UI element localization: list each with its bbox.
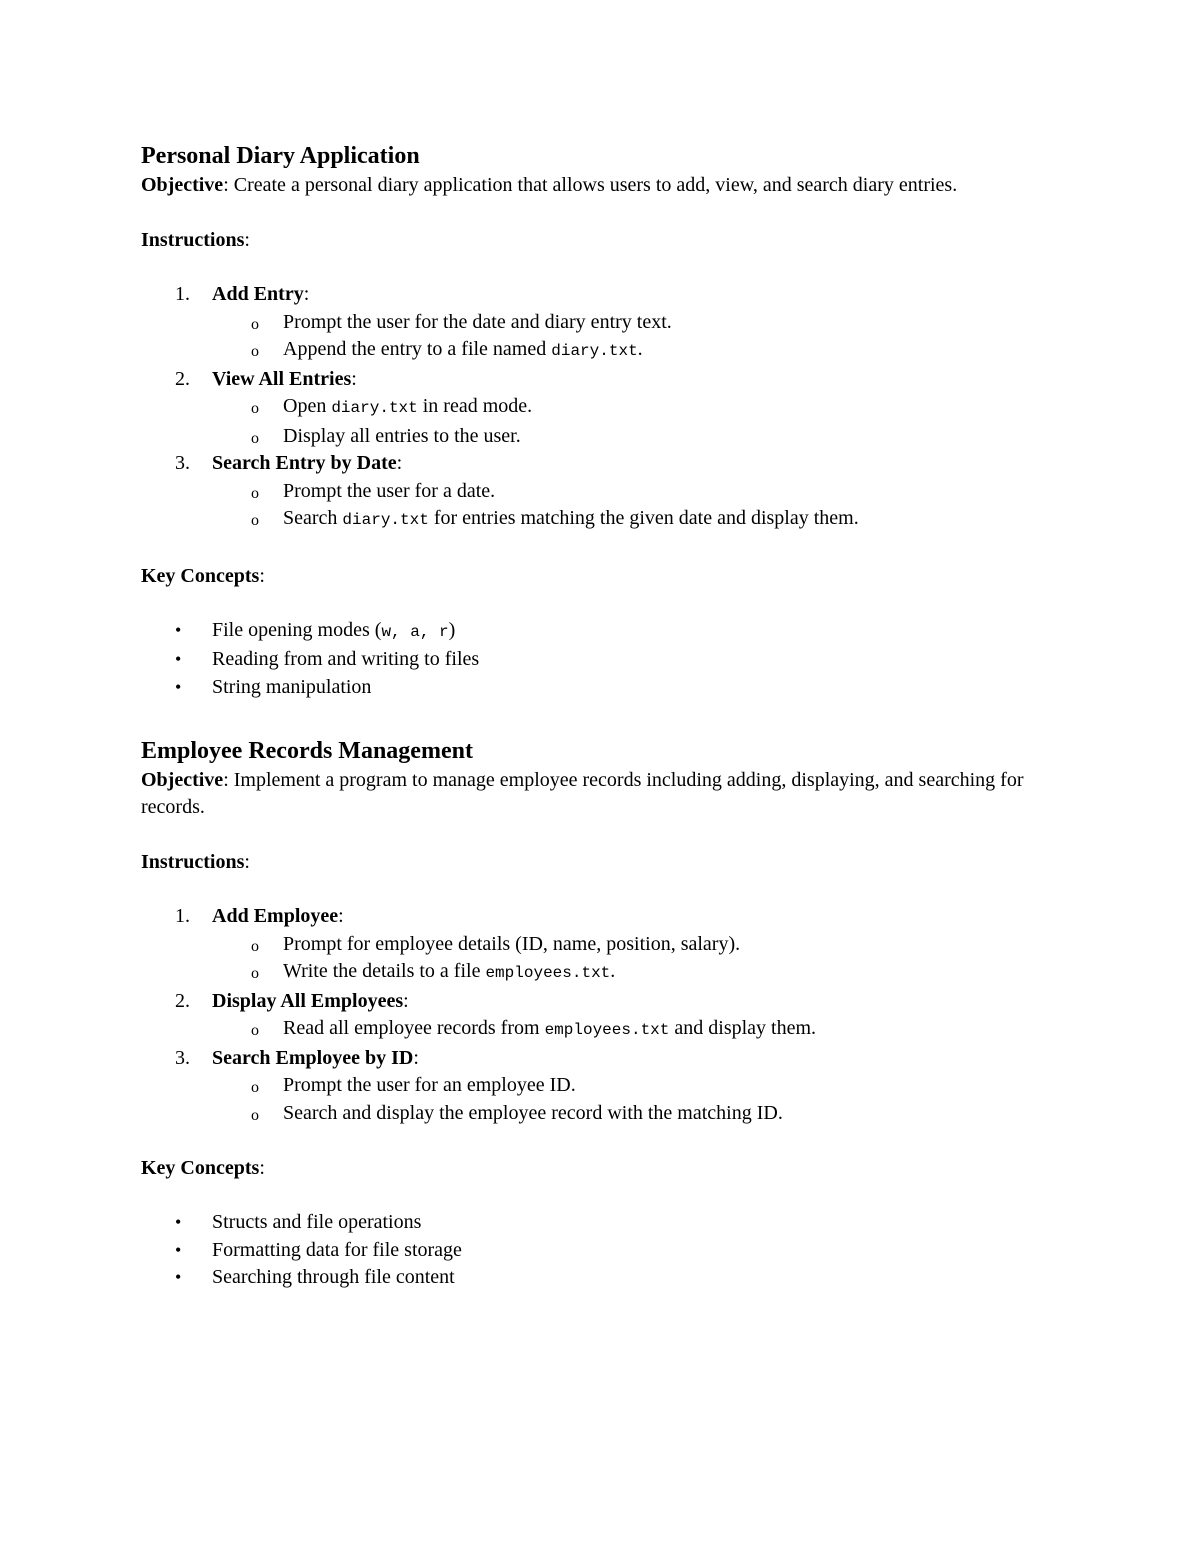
colon: : xyxy=(244,851,250,873)
step-number: 2. xyxy=(175,989,190,1012)
bullet-icon: • xyxy=(175,1239,182,1260)
colon: : xyxy=(223,769,229,791)
sub-step xyxy=(212,1072,1071,1100)
inline-code: diary.txt xyxy=(342,511,429,529)
document-section xyxy=(141,735,1071,1292)
key-concepts-heading xyxy=(141,563,1071,590)
instruction-step xyxy=(141,450,1071,535)
step-number: 3. xyxy=(175,1046,190,1069)
text-run: Prompt the user for a date. xyxy=(283,479,496,502)
step-sub-list xyxy=(212,393,1071,450)
colon: : xyxy=(396,452,403,474)
sub-step xyxy=(212,505,1071,535)
colon: : xyxy=(223,174,229,196)
instruction-step xyxy=(141,366,1071,451)
objective-paragraph xyxy=(141,767,1071,821)
circle-bullet-icon: o xyxy=(251,429,259,447)
section-title: Employee Records Management xyxy=(141,738,473,764)
text-run: Read all employee records from xyxy=(283,1017,545,1039)
objective-text: Create a personal diary application that allows users to add, view, and search diary entries. xyxy=(233,174,958,196)
colon: : xyxy=(338,905,344,927)
instruction-step xyxy=(141,281,1071,366)
concept-item xyxy=(141,674,1071,702)
objective-label: Objective xyxy=(141,174,224,196)
text-run: Structs and file operations xyxy=(212,1211,422,1233)
circle-bullet-icon: o xyxy=(251,400,259,417)
bullet-icon: • xyxy=(175,676,182,697)
colon: : xyxy=(351,367,357,390)
concept-item xyxy=(141,1209,1071,1237)
text-run: String manipulation xyxy=(212,675,372,698)
text-run: . xyxy=(637,338,643,360)
circle-bullet-icon: o xyxy=(251,484,259,502)
step-number: 1. xyxy=(175,283,190,305)
step-number: 2. xyxy=(175,367,190,390)
bullet-icon: • xyxy=(175,1267,182,1287)
inline-code: diary.txt xyxy=(331,399,418,417)
document-page xyxy=(141,140,1071,1318)
inline-code: diary.txt xyxy=(551,342,638,360)
circle-bullet-icon: o xyxy=(251,343,259,360)
objective-label: Objective xyxy=(141,769,224,791)
text-run: Prompt for employee details (ID, name, position, salary). xyxy=(283,932,741,955)
step-label: View All Entries xyxy=(212,367,352,390)
colon: : xyxy=(303,283,310,305)
colon: : xyxy=(244,229,250,251)
text-run: in read mode. xyxy=(417,395,533,417)
text-run: and display them. xyxy=(669,1017,817,1039)
concept-item xyxy=(141,617,1071,647)
step-number: 1. xyxy=(175,905,190,927)
instruction-step xyxy=(141,1045,1071,1128)
bullet-icon: • xyxy=(175,1212,182,1232)
objective-text: Implement a program to manage employee records including adding, displaying, and searching for records. xyxy=(141,769,1024,818)
instructions-heading xyxy=(141,849,1071,876)
text-run: Write the details to a file xyxy=(283,960,486,982)
sub-step xyxy=(212,423,1071,451)
bullet-icon: • xyxy=(175,619,182,640)
objective-paragraph xyxy=(141,172,1071,199)
step-number: 3. xyxy=(175,452,190,474)
text-run: Open xyxy=(283,395,332,417)
bullet-icon: • xyxy=(175,649,182,669)
sub-step xyxy=(212,478,1071,506)
sub-step xyxy=(212,931,1071,959)
text-run: Formatting data for file storage xyxy=(212,1238,462,1261)
concept-item xyxy=(141,1237,1071,1265)
sub-step xyxy=(212,393,1071,423)
step-label: Display All Employees xyxy=(212,989,404,1012)
inline-code: employees.txt xyxy=(485,964,611,982)
circle-bullet-icon: o xyxy=(251,315,259,333)
circle-bullet-icon: o xyxy=(251,1022,259,1039)
text-run: . xyxy=(610,960,616,982)
instructions-list xyxy=(141,903,1071,1127)
inline-code: w, a, r xyxy=(381,622,449,641)
colon: : xyxy=(403,989,409,1012)
circle-bullet-icon: o xyxy=(251,965,259,982)
key-concepts-heading xyxy=(141,1155,1071,1182)
text-run: for entries matching the given date and display them. xyxy=(428,507,859,529)
text-run: Search xyxy=(283,507,343,529)
text-run: Search and display the employee record with the matching ID. xyxy=(283,1101,783,1124)
document-section xyxy=(141,140,1071,701)
colon: : xyxy=(259,1157,265,1179)
text-run: ) xyxy=(448,618,456,641)
step-label: Search Employee by ID xyxy=(212,1046,414,1069)
circle-bullet-icon: o xyxy=(251,1106,259,1124)
text-run: Searching through file content xyxy=(212,1266,455,1288)
instructions-label: Instructions xyxy=(141,851,245,873)
circle-bullet-icon: o xyxy=(251,512,259,529)
text-run: Prompt the user for an employee ID. xyxy=(283,1074,576,1096)
sub-step xyxy=(212,958,1071,988)
text-run: Prompt the user for the date and diary entry text. xyxy=(283,310,672,333)
key-concepts-list xyxy=(141,1209,1071,1292)
section-title: Personal Diary Application xyxy=(141,143,420,169)
sub-step xyxy=(212,1015,1071,1045)
instructions-label: Instructions xyxy=(141,229,245,251)
step-sub-list xyxy=(212,931,1071,988)
inline-code: employees.txt xyxy=(544,1021,670,1039)
text-run: Display all entries to the user. xyxy=(283,424,521,447)
text-run: Reading from and writing to files xyxy=(212,648,480,670)
concept-item xyxy=(141,646,1071,674)
instructions-heading xyxy=(141,227,1071,254)
key-concepts-list xyxy=(141,617,1071,702)
key-concepts-label: Key Concepts xyxy=(141,564,260,587)
step-sub-list xyxy=(212,309,1071,366)
sub-step xyxy=(212,336,1071,366)
step-sub-list xyxy=(212,478,1071,535)
step-label: Add Entry xyxy=(212,283,304,305)
step-label: Add Employee xyxy=(212,905,339,927)
circle-bullet-icon: o xyxy=(251,1079,259,1096)
sub-step xyxy=(212,309,1071,337)
sub-step xyxy=(212,1100,1071,1128)
step-label: Search Entry by Date xyxy=(212,452,397,474)
text-run: File opening modes ( xyxy=(212,618,382,641)
instruction-step xyxy=(141,903,1071,988)
concept-item xyxy=(141,1264,1071,1292)
circle-bullet-icon: o xyxy=(251,937,259,955)
key-concepts-label: Key Concepts xyxy=(141,1157,260,1179)
colon: : xyxy=(413,1046,419,1069)
colon: : xyxy=(259,564,265,587)
step-sub-list xyxy=(212,1015,1071,1045)
instructions-list xyxy=(141,281,1071,535)
text-run: Append the entry to a file named xyxy=(283,338,552,360)
step-sub-list xyxy=(212,1072,1071,1127)
instruction-step xyxy=(141,988,1071,1045)
